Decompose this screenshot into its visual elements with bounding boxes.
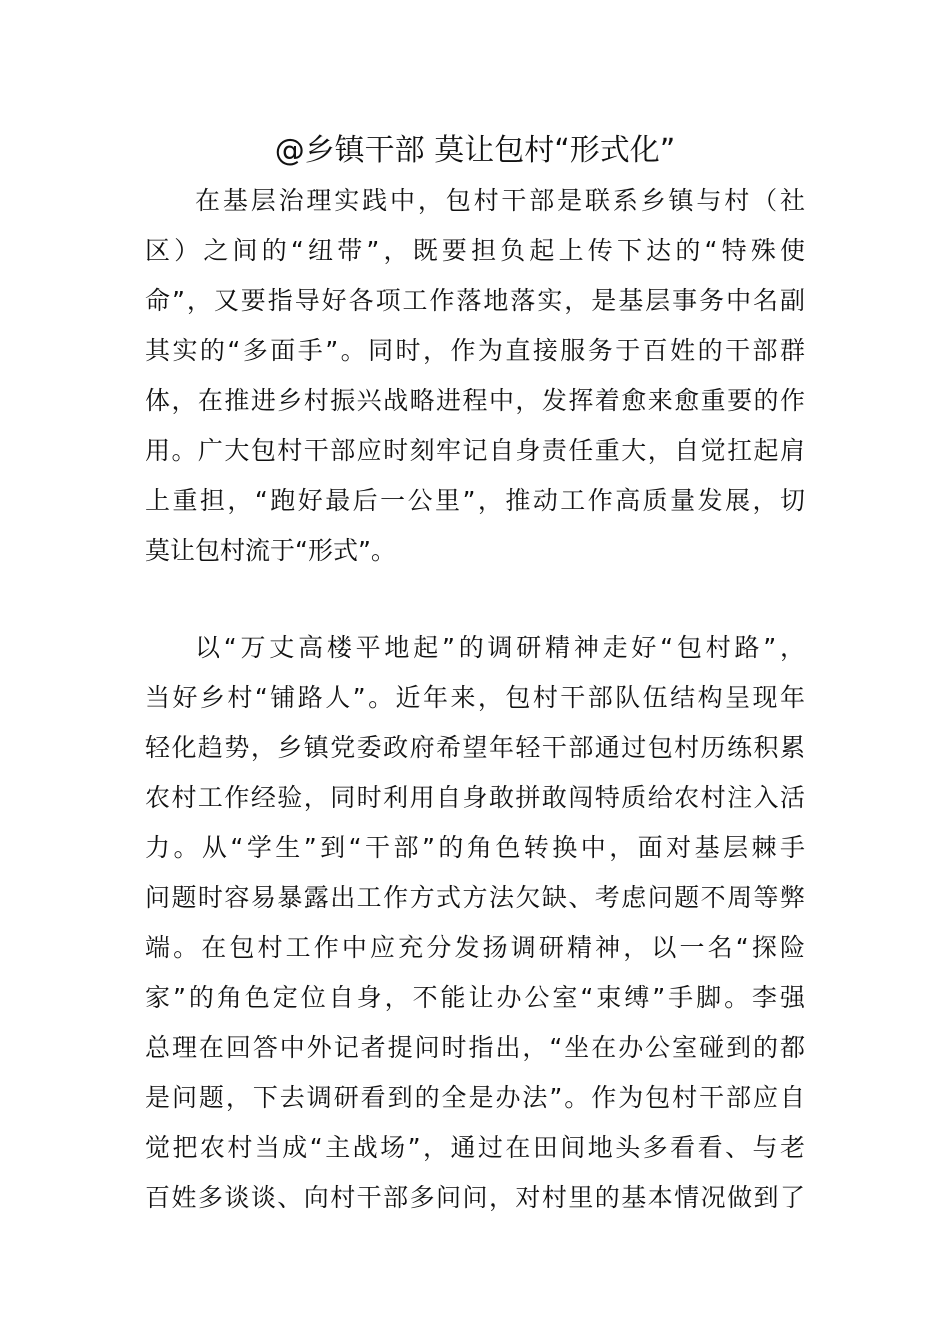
paragraph-1-line-3: 命”，又要指导好各项工作落地落实，是基层事务中名副	[145, 286, 805, 315]
paragraph-2-line-9: 总理在回答中外记者提问时指出，“坐在办公室碰到的都	[145, 1033, 805, 1062]
paragraph-1-line-7: 上重担，“跑好最后一公里”，推动工作高质量发展，切	[145, 486, 805, 515]
paragraph-1-line-6: 用。广大包村干部应时刻牢记自身责任重大，自觉扛起肩	[145, 436, 805, 465]
paragraph-2-line-8: 家”的角色定位自身，不能让办公室“束缚”手脚。李强	[145, 983, 805, 1012]
paragraph-2-line-6: 问题时容易暴露出工作方式方法欠缺、考虑问题不周等弊	[145, 883, 805, 912]
paragraph-2-line-3: 轻化趋势，乡镇党委政府希望年轻干部通过包村历练积累	[145, 733, 805, 762]
paragraph-1-line-5: 体，在推进乡村振兴战略进程中，发挥着愈来愈重要的作	[145, 386, 805, 415]
paragraph-1-line-8: 莫让包村流于“形式”。	[145, 536, 396, 565]
paragraph-2-line-2: 当好乡村“铺路人”。近年来，包村干部队伍结构呈现年	[145, 683, 805, 712]
paragraph-2-line-4: 农村工作经验，同时利用自身敢拼敢闯特质给农村注入活	[145, 783, 805, 812]
paragraph-2-line-12: 百姓多谈谈、向村干部多问问，对村里的基本情况做到了	[145, 1183, 805, 1212]
paragraph-2-line-10: 是问题，下去调研看到的全是办法”。作为包村干部应自	[145, 1083, 805, 1112]
paragraph-1-line-2: 区）之间的“纽带”，既要担负起上传下达的“特殊使	[145, 236, 805, 265]
paragraph-1-line-1: 在基层治理实践中，包村干部是联系乡镇与村（社	[195, 186, 805, 215]
paragraph-1-line-4: 其实的“多面手”。同时，作为直接服务于百姓的干部群	[145, 336, 805, 365]
document-title: @乡镇干部 莫让包村“形式化”	[274, 133, 676, 168]
paragraph-2-line-7: 端。在包村工作中应充分发扬调研精神，以一名“探险	[145, 933, 805, 962]
paragraph-2-line-1: 以“万丈高楼平地起”的调研精神走好“包村路”，	[195, 633, 805, 662]
paragraph-2-line-11: 觉把农村当成“主战场”，通过在田间地头多看看、与老	[145, 1133, 805, 1162]
paragraph-2-line-5: 力。从“学生”到“干部”的角色转换中，面对基层棘手	[145, 833, 805, 862]
